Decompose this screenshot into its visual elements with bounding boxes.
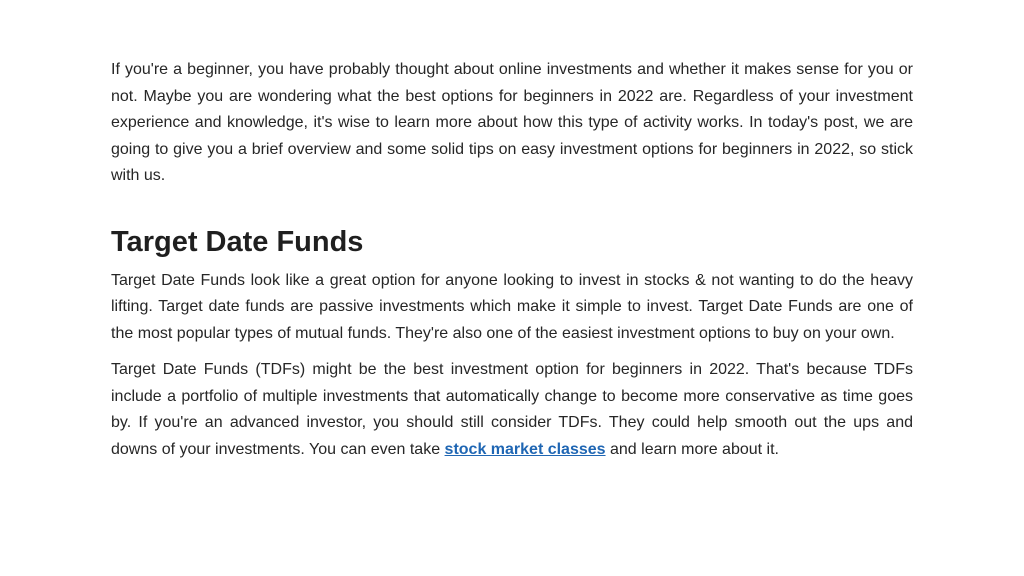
section-paragraph-2 bbox=[111, 357, 913, 463]
paragraph-2-text-before: Target Date Funds (TDFs) might be the best investment option for beginners in 2022. That's because TDFs include a portfolio of multiple investments that automatically change to become more conservative as time goes by. If you're an advanced investor, you should still consider TDFs. They could help smooth out the ups and downs of your investments. You can even take bbox=[111, 361, 913, 458]
section-paragraph-1: Target Date Funds look like a great option for anyone looking to invest in stocks & not wanting to do the heavy lifting. Target date funds are passive investments which make it simple to invest. Target Date Funds are one of the most popular types of mutual funds. They're also one of the easiest investment options to buy on your own. bbox=[111, 271, 913, 342]
stock-market-classes-link[interactable]: stock market classes bbox=[444, 440, 606, 458]
article-body bbox=[111, 57, 913, 463]
intro-paragraph: If you're a beginner, you have probably thought about online investments and whether it makes sense for you or not. Maybe you are wondering what the best options for beginners in 2022 are. Regardless of your investment experience and knowledge, it's wise to learn more about how this type of activity works. In today's post, we are going to give you a brief overview and some solid tips on easy investment options for beginners in 2022, so stick with us. bbox=[111, 61, 913, 184]
paragraph-2-text-after: and learn more about it. bbox=[605, 440, 779, 458]
section-heading: Target Date Funds bbox=[111, 225, 364, 258]
